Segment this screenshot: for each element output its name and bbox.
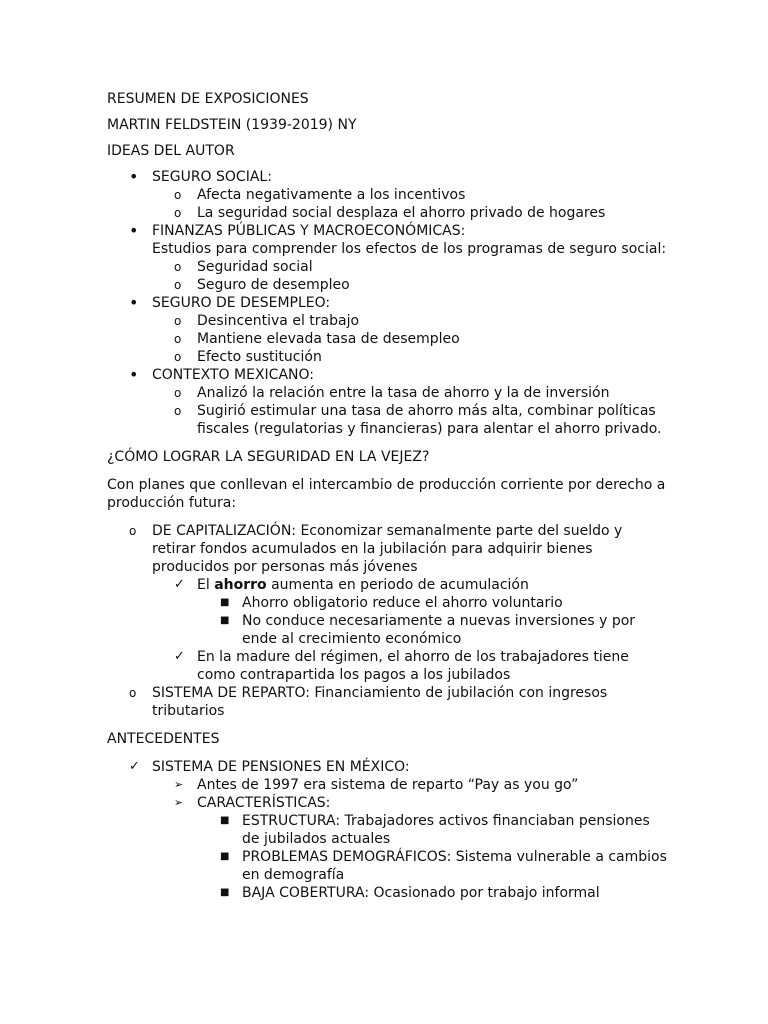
list-item: o Efecto sustitución [174,349,322,365]
list-item: o Mantiene elevada tasa de desempleo [174,331,460,347]
antecedentes-list [107,758,667,902]
circle-bullet-icon: o [174,332,182,346]
circle-bullet-icon: o [174,386,182,400]
list-item: ■ No conduce necesariamente a nuevas inversiones y por ende al crecimiento económico [220,613,636,647]
list-item: • CONTEXTO MEXICANO: [129,365,314,384]
list-item: o Seguridad social [174,259,313,275]
check-icon: ✓ [129,759,140,774]
plans-list [107,522,667,720]
square-bullet-icon: ■ [220,615,230,626]
list-note: Estudios para comprender los efectos de los programas de seguro social: [152,241,667,257]
list-item: o Sugirió estimular una tasa de ahorro más alta, combinar políticas fiscales (regulatorias y financieras) para alentar el ahorro privado. [174,403,662,437]
list-item: • SEGURO SOCIAL: [129,167,272,186]
list-item: o SISTEMA DE REPARTO: Financiamiento de jubilación con ingresos tributarios [129,685,608,719]
list-item: ➢ Antes de 1997 era sistema de reparto “Pay as you go” [174,777,579,793]
antecedentes-heading: ANTECEDENTES [107,731,220,747]
bullet-icon: • [129,365,139,384]
answer-paragraph: Con planes que conllevan el intercambio de producción corriente por derecho a producción futura: [107,477,666,511]
list-item: • SEGURO DE DESEMPLEO: [129,293,331,312]
square-bullet-icon: ■ [220,815,230,826]
author-line: MARTIN FELDSTEIN (1939-2019) NY [107,117,357,133]
document-body [107,90,667,902]
circle-bullet-icon: o [174,350,182,364]
bullet-icon: • [129,167,139,186]
document-title: RESUMEN DE EXPOSICIONES [107,91,309,107]
arrow-bullet-icon: ➢ [174,778,184,791]
list-item: o Afecta negativamente a los incentivos [174,187,466,203]
list-item: • FINANZAS PÚBLICAS Y MACROECONÓMICAS: [129,221,466,240]
circle-bullet-icon: o [174,206,182,220]
bullet-icon: • [129,221,139,240]
list-item: ✓ SISTEMA DE PENSIONES EN MÉXICO: [129,759,410,775]
list-item: ■ BAJA COBERTURA: Ocasionado por trabajo informal [220,885,600,901]
question-heading: ¿CÓMO LOGRAR LA SEGURIDAD EN LA VEJEZ? [107,449,430,465]
ideas-heading: IDEAS DEL AUTOR [107,143,235,159]
check-icon: ✓ [174,649,185,664]
list-item: ➢ CARACTERÍSTICAS: [174,795,331,811]
list-item: ■ Ahorro obligatorio reduce el ahorro voluntario [220,595,563,611]
list-item: o Seguro de desempleo [174,277,350,293]
list-item: o Desincentiva el trabajo [174,313,360,329]
ideas-list [107,168,667,438]
list-item: ■ PROBLEMAS DEMOGRÁFICOS: Sistema vulnerable a cambios en demografía [220,849,667,883]
list-item: ✓ En la madure del régimen, el ahorro de los trabajadores tiene como contrapartida los pagos a los jubilados [174,649,629,683]
circle-bullet-icon: o [174,188,182,202]
bullet-icon: • [129,293,139,312]
circle-bullet-icon: o [174,314,182,328]
circle-bullet-icon: o [129,686,137,700]
list-item: ✓ El ahorro aumenta en periodo de acumulación [174,577,529,593]
list-item: o DE CAPITALIZACIÓN: Economizar semanalmente parte del sueldo y retirar fondos acumulados en la jubilación para adquirir bienes producidos por personas más jóvenes [129,523,623,575]
arrow-bullet-icon: ➢ [174,796,184,809]
square-bullet-icon: ■ [220,851,230,862]
circle-bullet-icon: o [174,278,182,292]
list-item: o La seguridad social desplaza el ahorro privado de hogares [174,205,606,221]
list-item: ■ ESTRUCTURA: Trabajadores activos financiaban pensiones de jubilados actuales [220,813,650,847]
circle-bullet-icon: o [129,524,137,538]
check-icon: ✓ [174,577,185,592]
square-bullet-icon: ■ [220,597,230,608]
circle-bullet-icon: o [174,260,182,274]
list-item: o Analizó la relación entre la tasa de ahorro y la de inversión [174,385,610,401]
square-bullet-icon: ■ [220,887,230,898]
circle-bullet-icon: o [174,404,182,418]
